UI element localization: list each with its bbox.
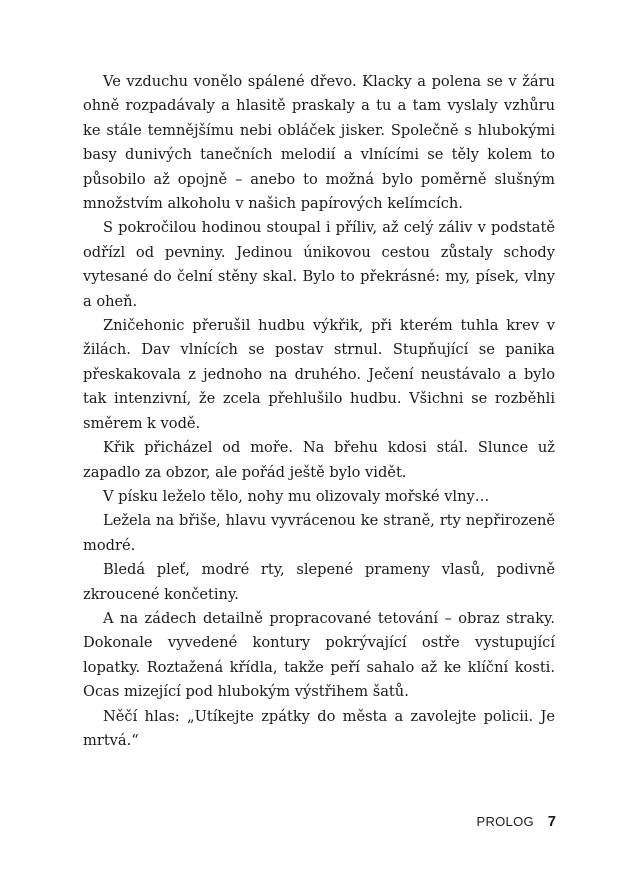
paragraph-9: Něčí hlas: „Utíkejte zpátky do města a zavolejte policii. Je mrtvá.“ xyxy=(83,707,555,749)
paragraph-5: V písku leželo tělo, nohy mu olizovaly mořské vlny… xyxy=(103,487,490,505)
page-footer xyxy=(476,814,556,834)
body-text xyxy=(83,70,555,753)
paragraph-3: Zničehonic přerušil hudbu výkřik, při kterém tuhla krev v žilách. Dav vlnících se postav strnul. Stupňující se panika přeskakovala z jednoho na druhého. Ječení neustávalo a bylo tak intenzivní, že zcela přehlušilo hudbu. Všichni se rozběhli směrem k vodě. xyxy=(83,317,555,432)
paragraph-7: Bledá pleť, modré rty, slepené prameny vlasů, podivně zkroucené končetiny. xyxy=(83,561,555,603)
paragraph-8: A na zádech detailně propracované tetování – obraz straky. Dokonale vyvedené kontury pokrývající ostře vystupující lopatky. Roztažená křídla, takže peří sahalo až ke klíční kosti. Ocas mizející pod hlubokým výstřihem šatů. xyxy=(83,609,555,701)
page-number: 7 xyxy=(547,814,556,830)
paragraph-1: Ve vzduchu vonělo spálené dřevo. Klacky a polena se v žáru ohně rozpadávaly a hlasitě praskaly a tu a tam vyslaly vzhůru ke stále temnějšímu nebi obláček jisker. Společně s hlubokými basy dunivých tanečních melodií a vlnícími se těly kolem to působilo až opojně – anebo to možná bylo poměrně slušným množstvím alkoholu v našich papírových kelímcích. xyxy=(83,73,555,213)
paragraph-4: Křik přicházel od moře. Na břehu kdosi stál. Slunce už zapadlo za obzor, ale pořád ještě bylo vidět. xyxy=(83,439,555,481)
paragraph-2: S pokročilou hodinou stoupal i příliv, až celý záliv v podstatě odřízl od pevniny. Jedinou únikovou cestou zůstaly schody vytesané do čelní stěny skal. Bylo to překrásné: my, písek, vlny a oheň. xyxy=(83,219,555,310)
paragraph-6: Ležela na břiše, hlavu vyvrácenou ke straně, rty nepřirozeně modré. xyxy=(83,512,555,554)
chapter-title: PROLOG xyxy=(476,814,534,829)
